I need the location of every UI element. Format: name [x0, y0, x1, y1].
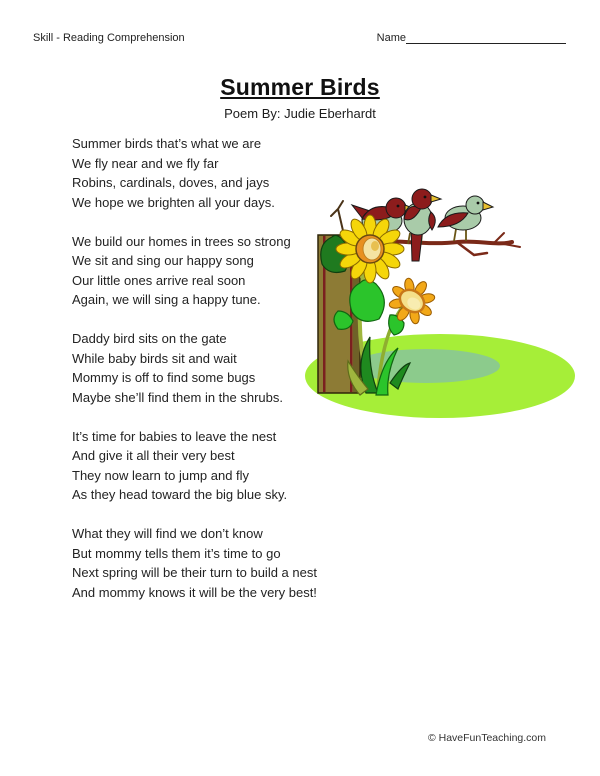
poem-stanza: [72, 329, 317, 407]
poem-line: What they will find we don’t know: [72, 526, 263, 541]
skill-label: Skill - Reading Comprehension: [33, 32, 185, 44]
poem-stanza: [72, 524, 317, 602]
name-label: Name: [376, 32, 406, 44]
poem-line: They now learn to jump and fly: [72, 467, 250, 483]
poem-line: Mommy is off to find some bugs: [72, 370, 256, 385]
poem-line: Our little ones arrive real soon: [72, 272, 246, 288]
poem-line: And mommy knows it will be the very best!: [72, 584, 317, 600]
poem-line: We build our homes in trees so strong: [72, 233, 291, 249]
copyright: © HaveFunTeaching.com: [427, 732, 546, 744]
poem-line: It’s time for babies to leave the nest: [72, 428, 277, 444]
bird-middle-icon: [404, 189, 441, 261]
poem-line: Robins, cardinals, doves, and jays: [72, 175, 270, 190]
page-title: Summer Birds: [220, 74, 380, 100]
byline: Poem By: Judie Eberhardt: [224, 106, 376, 121]
poem-line: We hope we brighten all your days.: [72, 194, 275, 210]
poem-line: Summer birds that’s what we are: [72, 136, 262, 151]
poem-line: As they head toward the big blue sky.: [72, 487, 288, 502]
page-header: [33, 31, 566, 44]
poem-line: Again, we will sing a happy tune.: [72, 292, 261, 307]
bird-right-icon: [438, 196, 493, 241]
poem: [72, 134, 317, 622]
poem-line: Maybe she’ll find them in the shrubs.: [72, 389, 283, 405]
name-field: [377, 31, 566, 44]
poem-stanza: [72, 134, 317, 212]
poem-line: Daddy bird sits on the gate: [72, 331, 227, 346]
poem-line: Next spring will be their turn to build a nest: [72, 565, 317, 580]
poem-line: But mommy tells them it’s time to go: [72, 545, 281, 561]
name-blank-line: [406, 31, 566, 44]
poem-stanza: [72, 427, 317, 505]
poem-line: We fly near and we fly far: [72, 155, 219, 171]
poem-stanza: [72, 232, 317, 310]
poem-line: While baby birds sit and wait: [72, 350, 237, 366]
poem-line: We sit and sing our happy song: [72, 253, 254, 268]
title-block: [0, 74, 600, 121]
summer-birds-illustration: [298, 183, 580, 423]
poem-line: And give it all their very best: [72, 448, 235, 463]
